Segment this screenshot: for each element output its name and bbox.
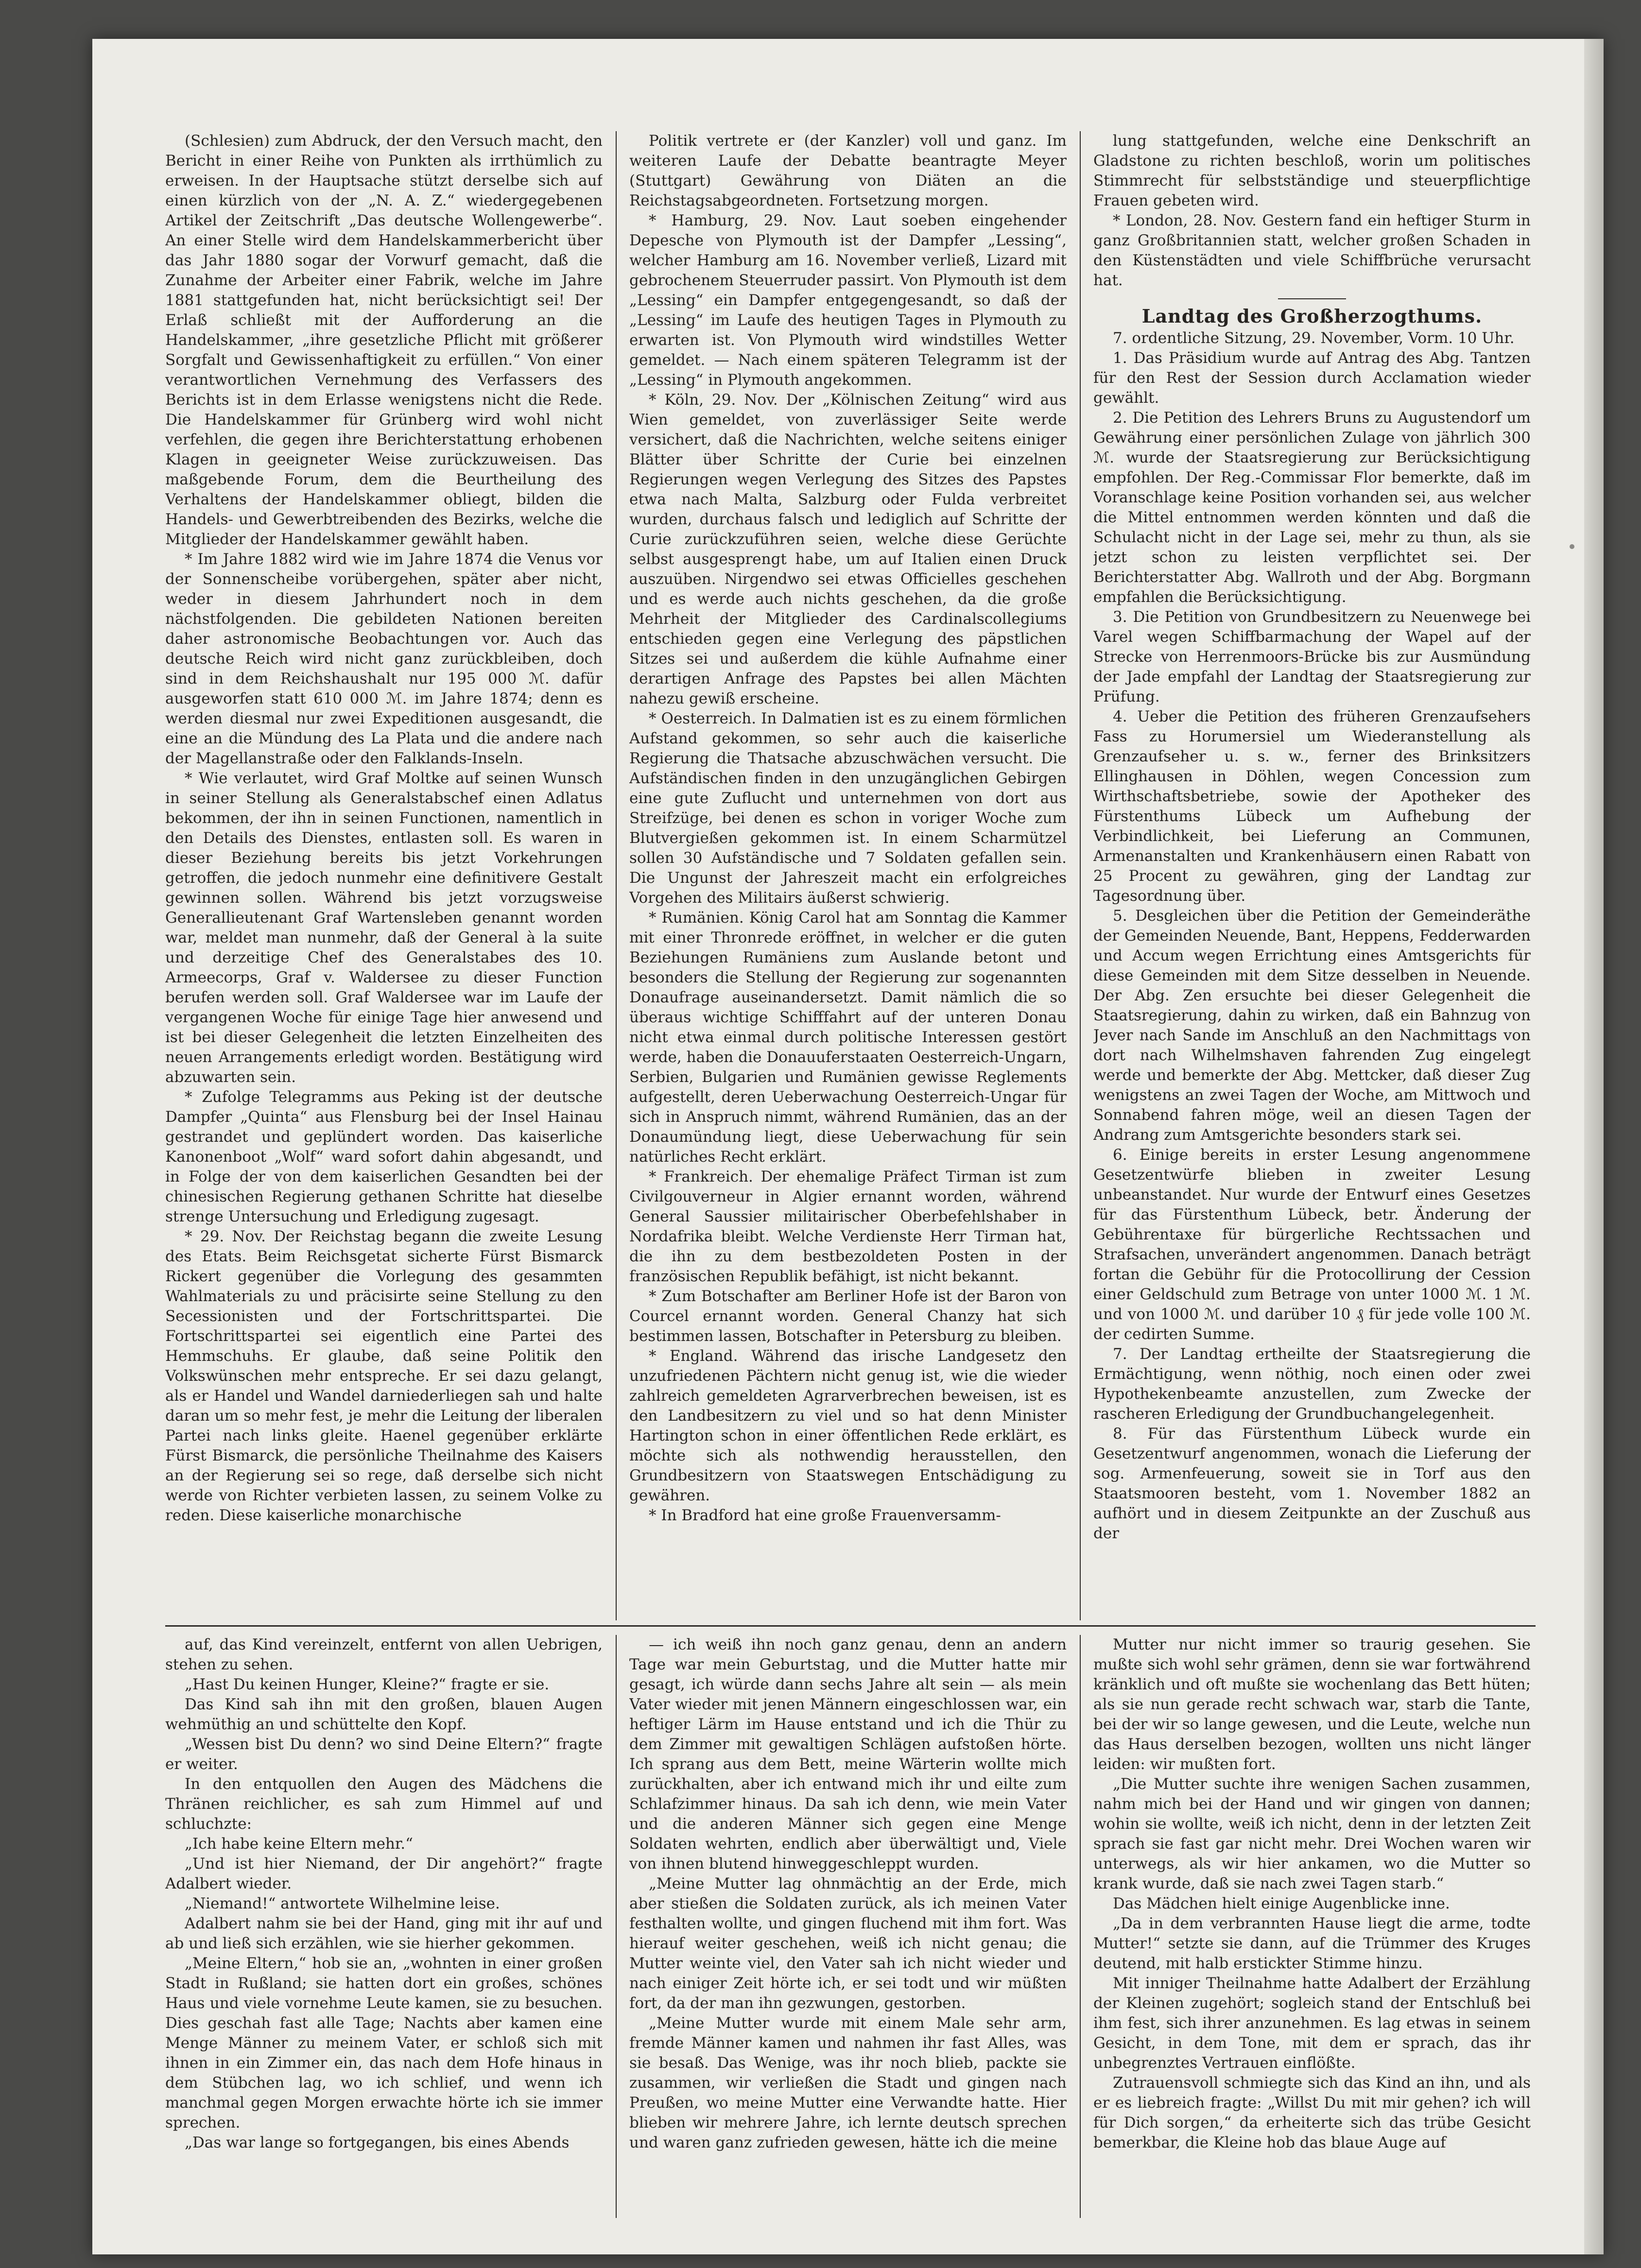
paragraph: „Ich habe keine Eltern mehr.“ [185, 1835, 413, 1853]
paragraph: „Und ist hier Niemand, der Dir angehört?“ fragte Adalbert wieder. [165, 1855, 603, 1892]
newspaper-page [92, 39, 1604, 2254]
paragraph: * London, 28. Nov. Gestern fand ein heftiger Sturm in ganz Großbritannien statt, welcher großen Schaden in den Küstenstädten und viele Schiffbrüche verursacht hat. [1093, 212, 1531, 289]
paragraph: Mutter nur nicht immer so traurig gesehen. Sie mußte sich wohl sehr grämen, denn sie war fortwährend kränklich und oft mußte sie wochenlang das Bett hüten; als sie nun gerade recht schwach war, starb die Tante, bei der wir so lange gewesen, und die Leute, welche nun das Haus derselben bezogen, wollten uns nicht länger leiden: wir mußten fort. [1093, 1636, 1531, 1773]
paragraph: * Wie verlautet, wird Graf Moltke auf seinen Wunsch in seiner Stellung als Generalstabschef einen Adlatus bekommen, der ihn in seinen Functionen, namentlich in den Details des Dienstes, entlasten soll. Es waren in dieser Beziehung bereits bis jetzt Vorkehrungen getroffen, die jedoch nunmehr eine definitivere Gestalt gewinnen sollen. Während bis jetzt vorzugsweise Generallieutenant Graf Wartensleben genannt worden war, meldet man nunmehr, daß der General à la suite und derzeitige Chef des Generalstabes des 10. Armeecorps, Graf v. Waldersee zu dieser Function berufen werden soll. Graf Waldersee war im Laufe der vergangenen Woche für einige Tage hier anwesend und ist bei dieser Gelegenheit die letzten Einzelheiten des neuen Arrangements erledigt worden. Bestätigung wird abzuwarten sein. [165, 770, 603, 1086]
paragraph: * Köln, 29. Nov. Der „Kölnischen Zeitung“ wird aus Wien gemeldet, von zuverlässiger Seite werde versichert, daß die Nachrichten, welche seitens einiger Blätter über Schritte der Curie bei einzelnen Regierungen wegen Verlegung des Sitzes des Papstes etwa nach Malta, Salzburg oder Fulda verbreitet wurden, durchaus falsch und lediglich auf Schritte der Curie zurückzuführen seien, welche diese Gerüchte selbst ausgesprengt habe, um auf Italien einen Druck auszuüben. Nirgendwo sei etwas Officielles geschehen und es werde auch nichts geschehen, da die große Mehrheit der Mitglieder des Cardinalscollegiums entschieden gegen eine Verlegung des päpstlichen Sitzes sei und außerdem die kühle Aufnahme einer derartigen Anfrage des Papstes bei allen Mächten nahezu gewiß erscheine. [629, 391, 1067, 707]
paragraph: * Oesterreich. In Dalmatien ist es zu einem förmlichen Aufstand gekommen, so sehr auch die kaiserliche Regierung die Thatsache abzuschwächen versucht. Die Aufständischen finden in den unzugänglichen Gebirgen eine gute Zuflucht und unternehmen von dort aus Streifzüge, bei denen es schon in voriger Woche zum Blutvergießen gekommen ist. In einem Scharmützel sollen 30 Aufständische und 7 Soldaten gefallen sein. Die Ungunst der Jahreszeit macht ein erfolgreiches Vorgehen des Militairs äußerst schwierig. [629, 710, 1067, 907]
paragraph: Adalbert nahm sie bei der Hand, ging mit ihr auf und ab und ließ sich erzählen, wie sie hierher gekommen. [165, 1915, 603, 1952]
feuilleton-column-3 [1093, 1635, 1531, 2218]
news-column-3 [1093, 131, 1531, 1620]
paragraph: In den entquollen den Augen des Mädchens die Thränen reichlicher, es sah zum Himmel auf und schluchzte: [165, 1775, 603, 1833]
paragraph: „Hast Du keinen Hunger, Kleine?“ fragte er sie. [185, 1676, 550, 1693]
paragraph: 7. ordentliche Sitzung, 29. November, Vorm. 10 Uhr. [1113, 329, 1515, 347]
paragraph: * 29. Nov. Der Reichstag begann die zweite Lesung des Etats. Beim Reichsgetat sicherte Fürst Bismarck Rickert gegenüber die Vorlegung des gesammten Wahlmaterials zu und präcisirte seine Stellung zu den Secessionisten und der Fortschrittspartei. Die Fortschrittspartei sei eigentlich eine Partei des Hemmschuhs. Er glaube, daß seine Politik den Volkswünschen mehr entspreche. Er sei dazu gelangt, als er Handel und Wandel darniederliegen sah und halte daran um so mehr fest, je mehr die Leitung der liberalen Partei nach links gleite. Haenel gegenüber erklärte Fürst Bismarck, die persönliche Theilnahme des Kaisers an der Regierung sei so rege, daß derselbe sich nicht werde von Richter verbieten lassen, zu seinem Volke zu reden. Diese kaiserliche monarchische [165, 1228, 603, 1524]
paragraph: „Meine Mutter lag ohnmächtig an der Erde, mich aber stießen die Soldaten zurück, als ich meinen Vater festhalten wollte, und gingen fluchend mit ihm fort. Was hierauf weiter geschehen, weiß ich nicht genau; die Mutter weinte viel, den Vater sah ich nicht wieder und nach einiger Zeit hörte ich, er sei todt und wir müßten fort, da der man ihn gezwungen, gestorben. [629, 1875, 1067, 2012]
feuilleton-section [165, 1635, 1536, 2218]
paragraph: * England. Während das irische Landgesetz den unzufriedenen Pächtern nicht genug ist, wie die wieder zahlreich gemeldeten Agrarverbrechen beweisen, ist es den Landbesitzern zu viel und so hat denn Minister Hartington schon in einer öffentlichen Rede erklärt, es möchte sich als nothwendig herausstellen, den Grundbesitzern von Staatswegen Entschädigung zu gewähren. [629, 1347, 1067, 1504]
paragraph: * Zufolge Telegramms aus Peking ist der deutsche Dampfer „Quinta“ aus Flensburg bei der Insel Hainau gestrandet und geplündert worden. Das kaiserliche Kanonenboot „Wolf“ ward sofort dahin abgesandt, und in Folge der von dem kaiserlichen Gesandten bei der chinesischen Regierung gethanen Schritte hat dieselbe strenge Untersuchung und Erledigung zugesagt. [165, 1088, 603, 1225]
paragraph: 1. Das Präsidium wurde auf Antrag des Abg. Tantzen für den Rest der Session durch Acclamation wieder gewählt. [1093, 349, 1531, 407]
news-section [165, 131, 1536, 1620]
paragraph: * Zum Botschafter am Berliner Hofe ist der Baron von Courcel ernannt worden. General Chanzy hat sich bestimmen lassen, Botschafter in Petersburg zu bleiben. [629, 1288, 1067, 1345]
paragraph: auf, das Kind vereinzelt, entfernt von allen Uebrigen, stehen zu sehen. [165, 1636, 603, 1673]
section-divider [1278, 298, 1346, 299]
paragraph: * Hamburg, 29. Nov. Laut soeben eingehender Depesche von Plymouth ist der Dampfer „Lessing“, welcher Hamburg am 16. November verließ, Lizard mit gebrochenem Steuerruder passirt. Von Plymouth ist dem „Lessing“ ein Dampfer entgegengesandt, so daß der „Lessing“ im Laufe des heutigen Tages in Plymouth zu erwarten ist. Von Plymouth wird windstilles Wetter gemeldet. — Nach einem späteren Telegramm ist der „Lessing“ in Plymouth angekommen. [629, 212, 1067, 389]
paragraph: 5. Desgleichen über die Petition der Gemeinderäthe der Gemeinden Neuende, Bant, Heppens, Fedderwarden und Accum wegen Errichtung eines Amtsgerichts für diese Gemeinden mit dem Sitze desselben in Neuende. Der Abg. Zen ersuchte bei dieser Gelegenheit die Staatsregierung, dahin zu wirken, daß ein Bahnzug von Jever nach Sande im Anschluß an den Nachmittags von dort nach Wilhelmshaven fahrenden Zug eingelegt werde und bemerkte der Abg. Mettcker, daß dieser Zug wenigstens an zwei Tagen der Woche, am Mittwoch und Sonnabend fahren möge, weil an diesen Tagen der Andrang zum Amtsgerichte besonders stark sei. [1093, 907, 1531, 1144]
paragraph: 2. Die Petition des Lehrers Bruns zu Augustendorf um Gewährung einer persönlichen Zulage von jährlich 300 ℳ. wurde der Staatsregierung zur Berücksichtigung empfohlen. Der Reg.-Commissar Flor bemerkte, daß im Voranschlage keine Position vorhanden sei, aus welcher die Mittel entnommen werden könnten und daß die Schulacht nicht in der Lage sei, mehr zu thun, als sie jetzt schon zu leisten verpflichtet sei. Der Berichterstatter Abg. Wallroth und der Abg. Borgmann empfahlen die Berücksichtigung. [1093, 409, 1531, 606]
column-divider [1080, 1635, 1081, 2218]
paragraph: 3. Die Petition von Grundbesitzern zu Neuenwege bei Varel wegen Schiffbarmachung der Wapel auf der Strecke von Herrenmoors-Brücke bis zur Ausmündung der Jade empfahl der Landtag der Staatsregierung zur Prüfung. [1093, 608, 1531, 705]
news-column-1 [165, 131, 603, 1620]
news-column-2 [629, 131, 1067, 1620]
paragraph: (Schlesien) zum Abdruck, der den Versuch macht, den Bericht in einer Reihe von Punkten als irrthümlich zu erweisen. In der Hauptsache stützt derselbe sich auf einen kürzlich von der „N. A. Z.“ wiedergegebenen Artikel der Zeitschrift „Das deutsche Wollengewerbe“. An einer Stelle wird dem Handelskammerbericht über das Jahr 1880 sogar der Vorwurf gemacht, daß die Zunahme der Arbeiter einer Fabrik, welche im Jahre 1881 stattgefunden hat, nicht berücksichtigt sei! Der Erlaß schließt mit der Aufforderung an die Handelskammer, „ihre gesetzliche Pflicht mit größerer Sorgfalt und Gewissenhaftigkeit zu erfüllen.“ Von einer verantwortlichen Vernehmung des Verfassers des Berichts ist in dem Erlasse wenigstens nicht die Rede. Die Handelskammer für Grünberg wird wohl nicht verfehlen, die gegen ihre Berichterstattung erhobenen Klagen in geeigneter Weise zurückzuweisen. Das maßgebende Forum, dem die Beurtheilung des Verhaltens der Handelskammer obliegt, bilden die Handels- und Gewerbtreibenden des Bezirks, welche die Mitglieder der Handelskammer gewählt haben. [165, 132, 603, 548]
paragraph: * Rumänien. König Carol hat am Sonntag die Kammer mit einer Thronrede eröffnet, in welcher er die guten Beziehungen Rumäniens zum Auslande betont und besonders die Stellung der Regierung zur sogenannten Donaufrage auseinandersetzt. Damit nämlich die so überaus wichtige Schifffahrt auf der unteren Donau nicht etwa einmal durch politische Interessen gestört werde, haben die Donauuferstaaten Oesterreich-Ungarn, Serbien, Bulgarien und Rumänien gewisse Reglements aufgestellt, deren Ueberwachung Oesterreich-Ungar für sich in Anspruch nimmt, während Rumänien, das an der Donaumündung liegt, diese Ueberwachung für sein natürliches Recht erklärt. [629, 909, 1067, 1166]
paragraph: „Die Mutter suchte ihre wenigen Sachen zusammen, nahm mich bei der Hand und wir gingen von dannen; wohin sie wollte, weiß ich nicht, denn in der letzten Zeit sprach sie fast gar nicht mehr. Drei Wochen waren wir unterwegs, als wir hier ankamen, wo die Mutter so krank wurde, daß sie nach zwei Tagen starb.“ [1093, 1775, 1531, 1892]
paragraph: — ich weiß ihn noch ganz genau, denn an andern Tage war mein Geburtstag, und die Mutter hatte mir gesagt, ich würde dann sechs Jahre alt sein — als mein Vater wieder mit jenen Männern eingeschlossen war, ein heftiger Lärm im Hause entstand und ich die Thür zu dem Zimmer mit gewaltigen Schlägen aufstoßen hörte. Ich sprang aus dem Bett, meine Wärterin wollte mich zurückhalten, aber ich entwand mich ihr und eilte zum Schlafzimmer hinaus. Da sah ich denn, wie mein Vater und die anderen Männer sich gegen eine Menge Soldaten wehrten, endlich aber überwältigt und, Viele von ihnen blutend hinweggeschleppt wurden. [629, 1636, 1067, 1873]
paragraph: „Meine Eltern,“ hob sie an, „wohnten in einer großen Stadt in Rußland; sie hatten dort ein großes, schönes Haus und viele vornehme Leute kamen, sie zu besuchen. Dies geschah fast alle Tage; Nachts aber kamen eine Menge Männer zu meinem Vater, er schloß sich mit ihnen in ein Zimmer ein, das nach dem Hofe hinaus in dem Stübchen lag, wo ich schlief, und wenn ich manchmal gegen Morgen erwachte hörte ich sie immer sprechen. [165, 1955, 603, 2131]
landtag-heading: Landtag des Großherzogthums. [1141, 305, 1483, 327]
paragraph: Politik vertrete er (der Kanzler) voll und ganz. Im weiteren Laufe der Debatte beantragte Meyer (Stuttgart) Gewährung von Diäten an die Reichstagsabgeordneten. Fortsetzung morgen. [629, 132, 1067, 209]
feuilleton-column-2 [629, 1635, 1067, 2218]
paragraph: * Im Jahre 1882 wird wie im Jahre 1874 die Venus vor der Sonnenscheibe vorübergehen, später aber nicht, weder in diesem Jahrhundert noch in dem nächstfolgenden. Die gebildeten Nationen bereiten daher astronomische Beobachtungen vor. Auch das deutsche Reich wird nicht ganz zurückbleiben, doch sind in dem Reichshaushalt nur 195 000 ℳ. dafür ausgeworfen statt 610 000 ℳ. im Jahre 1874; denn es werden diesmal nur zwei Expeditionen ausgesandt, die eine an die Mündung des La Plata und die andere nach der Magellanstraße oder den Falklands-Inseln. [165, 550, 603, 767]
paragraph: Das Mädchen hielt einige Augenblicke inne. [1113, 1895, 1450, 1912]
feuilleton-column-1 [165, 1635, 603, 2218]
paragraph: „Das war lange so fortgegangen, bis eines Abends [185, 2134, 570, 2151]
paragraph: „Meine Mutter wurde mit einem Male sehr arm, fremde Männer kamen und nahmen ihr fast Alles, was sie besaß. Das Wenige, was ihr noch blieb, packte sie zusammen, wir verließen die Stadt und gingen nach Preußen, wo meine Mutter eine Verwandte hatte. Hier blieben wir mehrere Jahre, ich lernte deutsch sprechen und waren ganz zufrieden gewesen, hätte ich die meine [629, 2014, 1067, 2151]
paragraph: Mit inniger Theilnahme hatte Adalbert der Erzählung der Kleinen zugehört; sogleich stand der Entschluß bei ihm fest, sich ihrer anzunehmen. Es lag etwas in seinem Gesicht, in dem Tone, mit dem er sprach, das ihr unbegrenztes Vertrauen einflößte. [1093, 1975, 1531, 2072]
paragraph: 7. Der Landtag ertheilte der Staatsregierung die Ermächtigung, wenn nöthig, noch einen oder zwei Hypothekenbeamte anzustellen, zum Zwecke der rascheren Erledigung der Grundbuchangelegenheit. [1093, 1345, 1531, 1423]
paragraph: Zutrauensvoll schmiegte sich das Kind an ihn, und als er es liebreich fragte: „Willst Du mit mir gehen? ich will für Dich sorgen,“ da erheiterte sich das trübe Gesicht bemerkbar, die Kleine hob das blaue Auge auf [1093, 2074, 1531, 2151]
page-edge [1584, 39, 1604, 2254]
paragraph: 8. Für das Fürstenthum Lübeck wurde ein Gesetzentwurf angenommen, wonach die Lieferung der sog. Armenfeuerung, soweit sie in Torf aus den Staatsmooren besteht, vom 1. November 1882 an aufhört und in diesem Zeitpunkte an der Zuschuß aus der [1093, 1425, 1531, 1542]
paragraph: „Niemand!“ antwortete Wilhelmine leise. [185, 1895, 500, 1912]
feuilleton-divider [165, 1625, 1536, 1627]
paragraph: Das Kind sah ihn mit den großen, blauen Augen wehmüthig an und schüttelte den Kopf. [165, 1696, 603, 1733]
paragraph: „Da in dem verbrannten Hause liegt die arme, todte Mutter!“ setzte sie dann, auf die Trümmer des Kruges deutend, mit halb erstickter Stimme hinzu. [1093, 1915, 1531, 1972]
paragraph: * In Bradford hat eine große Frauenversamm- [649, 1507, 1001, 1524]
paragraph: 6. Einige bereits in erster Lesung angenommene Gesetzentwürfe blieben in zweiter Lesung unbeanstandet. Nur wurde der Entwurf eines Gesetzes für das Fürstenthum Lübeck, betr. Änderung der Gebührentaxe für bürgerliche Rechtssachen und Strafsachen, unverändert angenommen. Danach beträgt fortan die Gebühr für die Protocollirung der Cession einer Geldschuld zum Betrage von unter 1000 ℳ. 1 ℳ. und von 1000 ℳ. und darüber 10 ₰ für jede volle 100 ℳ. der cedirten Summe. [1093, 1146, 1531, 1343]
column-divider [1080, 131, 1081, 1620]
column-divider [616, 131, 617, 1620]
paragraph: 4. Ueber die Petition des früheren Grenzaufsehers Fass zu Horumersiel um Wiederanstellung als Grenzaufseher u. s. w., ferner des Brinksitzers Ellinghausen in Döhlen, wegen Concession zum Wirthschaftsbetriebe, sowie der Apotheker des Fürstenthums Lübeck um Aufhebung der Verbindlichkeit, bei Lieferung an Communen, Armenanstalten und Krankenhäusern einen Rabatt von 25 Procent zu gewähren, ging der Landtag zur Tagesordnung über. [1093, 708, 1531, 905]
paragraph: * Frankreich. Der ehemalige Präfect Tirman ist zum Civilgouverneur in Algier ernannt worden, während General Saussier militairischer Oberbefehlshaber in Nordafrika bleibt. Welche Verdienste Herr Tirman hat, die ihn zu dem bestbezoldeten Posten in der französischen Republik befähigt, ist nicht bekannt. [629, 1168, 1067, 1285]
paragraph: lung stattgefunden, welche eine Denkschrift an Gladstone zu richten beschloß, worin um politisches Stimmrecht für selbstständige und steuerpflichtige Frauen gebeten wird. [1093, 132, 1531, 209]
binding-hole [1570, 544, 1574, 549]
column-divider [616, 1635, 617, 2218]
paragraph: „Wessen bist Du denn? wo sind Deine Eltern?“ fragte er weiter. [165, 1735, 603, 1773]
